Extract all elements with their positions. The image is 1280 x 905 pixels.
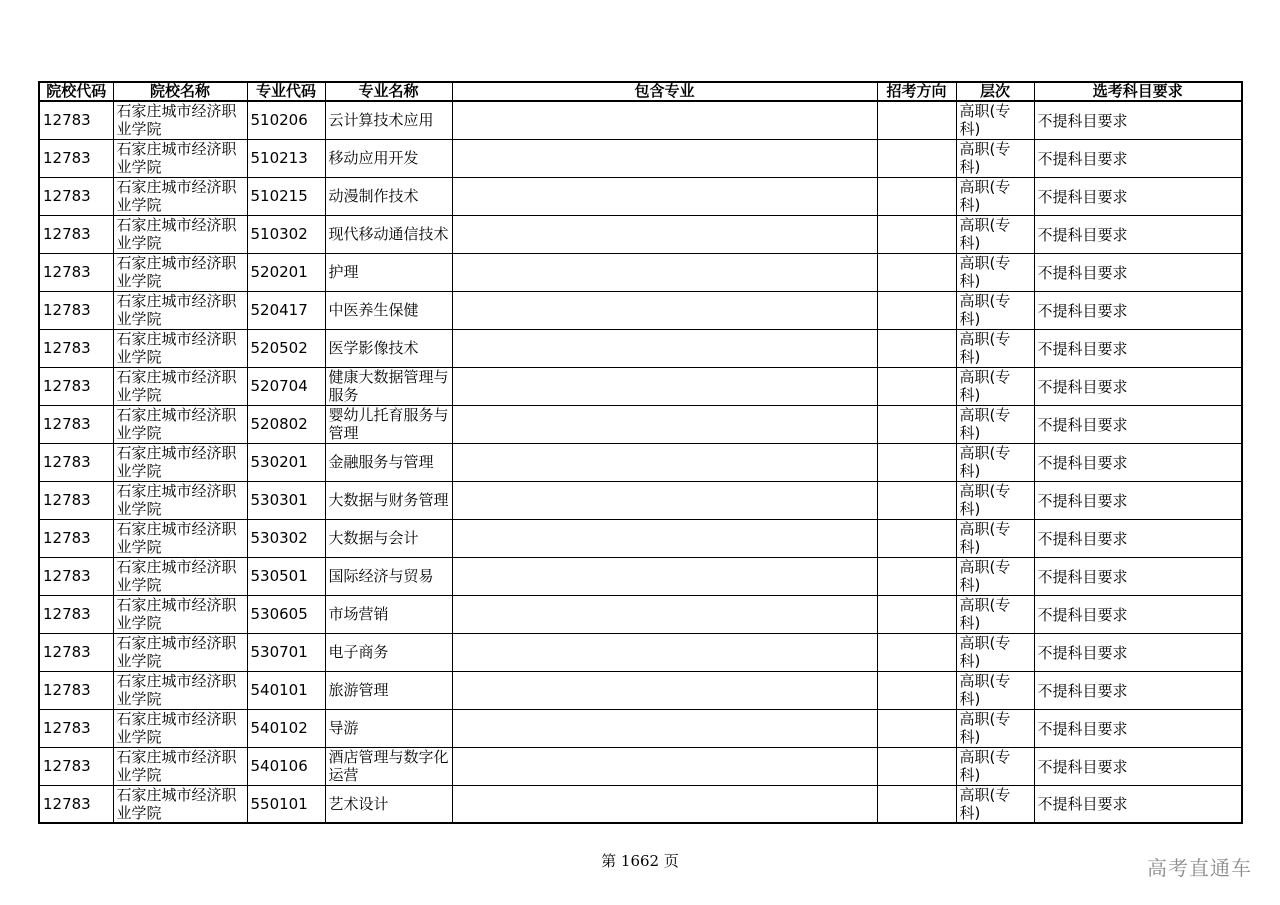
cell-school-name: 石家庄城市经济职业学院: [113, 253, 247, 291]
table-row: [39, 709, 1242, 747]
header-major-name: 专业名称: [325, 82, 452, 101]
cell-level: 高职(专科): [956, 709, 1034, 747]
cell-major-name: 市场营销: [325, 595, 452, 633]
cell-major-code: 530501: [247, 557, 325, 595]
cell-level: 高职(专科): [956, 329, 1034, 367]
cell-subject-requirement: 不提科目要求: [1034, 291, 1242, 329]
page-number: 第 1662 页: [601, 852, 679, 870]
cell-direction: [877, 557, 956, 595]
cell-major-name: 健康大数据管理与服务: [325, 367, 452, 405]
cell-major-name: 护理: [325, 253, 452, 291]
cell-included-majors: [452, 557, 877, 595]
cell-subject-requirement: 不提科目要求: [1034, 709, 1242, 747]
cell-school-name: 石家庄城市经济职业学院: [113, 785, 247, 823]
cell-direction: [877, 443, 956, 481]
cell-school-code: 12783: [39, 747, 113, 785]
cell-subject-requirement: 不提科目要求: [1034, 405, 1242, 443]
cell-school-name: 石家庄城市经济职业学院: [113, 177, 247, 215]
cell-level: 高职(专科): [956, 215, 1034, 253]
cell-major-code: 510215: [247, 177, 325, 215]
cell-included-majors: [452, 215, 877, 253]
cell-major-code: 530201: [247, 443, 325, 481]
cell-included-majors: [452, 101, 877, 139]
cell-major-name: 现代移动通信技术: [325, 215, 452, 253]
cell-major-code: 510302: [247, 215, 325, 253]
watermark-logo: 高考直通车: [1147, 856, 1252, 880]
cell-school-name: 石家庄城市经济职业学院: [113, 557, 247, 595]
cell-included-majors: [452, 785, 877, 823]
cell-major-name: 大数据与财务管理: [325, 481, 452, 519]
cell-school-name: 石家庄城市经济职业学院: [113, 101, 247, 139]
table-row: [39, 519, 1242, 557]
cell-school-code: 12783: [39, 367, 113, 405]
header-subject-requirement: 选考科目要求: [1034, 82, 1242, 101]
cell-school-name: 石家庄城市经济职业学院: [113, 291, 247, 329]
cell-school-code: 12783: [39, 557, 113, 595]
cell-major-name: 电子商务: [325, 633, 452, 671]
cell-school-code: 12783: [39, 671, 113, 709]
cell-major-code: 530301: [247, 481, 325, 519]
table-row: [39, 633, 1242, 671]
cell-major-name: 导游: [325, 709, 452, 747]
cell-direction: [877, 595, 956, 633]
cell-school-name: 石家庄城市经济职业学院: [113, 481, 247, 519]
table-row: [39, 367, 1242, 405]
cell-school-name: 石家庄城市经济职业学院: [113, 709, 247, 747]
cell-level: 高职(专科): [956, 291, 1034, 329]
cell-included-majors: [452, 291, 877, 329]
cell-included-majors: [452, 253, 877, 291]
cell-level: 高职(专科): [956, 253, 1034, 291]
cell-level: 高职(专科): [956, 557, 1034, 595]
cell-direction: [877, 177, 956, 215]
cell-school-name: 石家庄城市经济职业学院: [113, 139, 247, 177]
table-row: [39, 747, 1242, 785]
cell-school-code: 12783: [39, 481, 113, 519]
cell-level: 高职(专科): [956, 443, 1034, 481]
cell-school-name: 石家庄城市经济职业学院: [113, 519, 247, 557]
cell-school-code: 12783: [39, 785, 113, 823]
cell-school-name: 石家庄城市经济职业学院: [113, 595, 247, 633]
cell-school-name: 石家庄城市经济职业学院: [113, 671, 247, 709]
cell-included-majors: [452, 747, 877, 785]
cell-subject-requirement: 不提科目要求: [1034, 747, 1242, 785]
cell-subject-requirement: 不提科目要求: [1034, 671, 1242, 709]
header-major-code: 专业代码: [247, 82, 325, 101]
table-row: [39, 785, 1242, 823]
table-row: [39, 443, 1242, 481]
cell-school-code: 12783: [39, 253, 113, 291]
cell-subject-requirement: 不提科目要求: [1034, 595, 1242, 633]
cell-included-majors: [452, 633, 877, 671]
table-row: [39, 101, 1242, 139]
table-body: [39, 101, 1242, 823]
cell-major-code: 520502: [247, 329, 325, 367]
cell-included-majors: [452, 671, 877, 709]
table-row: [39, 215, 1242, 253]
cell-school-code: 12783: [39, 139, 113, 177]
cell-school-code: 12783: [39, 595, 113, 633]
cell-direction: [877, 253, 956, 291]
cell-major-code: 520802: [247, 405, 325, 443]
table-row: [39, 481, 1242, 519]
cell-direction: [877, 709, 956, 747]
cell-subject-requirement: 不提科目要求: [1034, 253, 1242, 291]
cell-level: 高职(专科): [956, 519, 1034, 557]
cell-included-majors: [452, 177, 877, 215]
cell-level: 高职(专科): [956, 671, 1034, 709]
cell-direction: [877, 101, 956, 139]
cell-level: 高职(专科): [956, 101, 1034, 139]
cell-school-code: 12783: [39, 709, 113, 747]
header-school-code: 院校代码: [39, 82, 113, 101]
admissions-table: [38, 81, 1243, 824]
cell-major-code: 530605: [247, 595, 325, 633]
cell-major-name: 中医养生保健: [325, 291, 452, 329]
cell-major-code: 540106: [247, 747, 325, 785]
cell-direction: [877, 481, 956, 519]
header-level: 层次: [956, 82, 1034, 101]
cell-subject-requirement: 不提科目要求: [1034, 557, 1242, 595]
cell-included-majors: [452, 519, 877, 557]
table-row: [39, 557, 1242, 595]
cell-school-name: 石家庄城市经济职业学院: [113, 443, 247, 481]
cell-major-code: 540102: [247, 709, 325, 747]
cell-level: 高职(专科): [956, 481, 1034, 519]
cell-included-majors: [452, 405, 877, 443]
cell-major-code: 520704: [247, 367, 325, 405]
cell-included-majors: [452, 709, 877, 747]
header-school-name: 院校名称: [113, 82, 247, 101]
cell-subject-requirement: 不提科目要求: [1034, 519, 1242, 557]
cell-subject-requirement: 不提科目要求: [1034, 633, 1242, 671]
cell-included-majors: [452, 329, 877, 367]
cell-major-code: 530302: [247, 519, 325, 557]
cell-major-code: 510213: [247, 139, 325, 177]
cell-direction: [877, 405, 956, 443]
cell-level: 高职(专科): [956, 405, 1034, 443]
table-row: [39, 139, 1242, 177]
cell-included-majors: [452, 595, 877, 633]
cell-subject-requirement: 不提科目要求: [1034, 443, 1242, 481]
cell-school-code: 12783: [39, 519, 113, 557]
cell-included-majors: [452, 367, 877, 405]
cell-school-code: 12783: [39, 177, 113, 215]
cell-major-name: 国际经济与贸易: [325, 557, 452, 595]
cell-subject-requirement: 不提科目要求: [1034, 215, 1242, 253]
cell-major-code: 520201: [247, 253, 325, 291]
cell-school-name: 石家庄城市经济职业学院: [113, 215, 247, 253]
cell-subject-requirement: 不提科目要求: [1034, 101, 1242, 139]
cell-school-name: 石家庄城市经济职业学院: [113, 367, 247, 405]
cell-level: 高职(专科): [956, 177, 1034, 215]
cell-included-majors: [452, 139, 877, 177]
cell-major-code: 540101: [247, 671, 325, 709]
cell-included-majors: [452, 443, 877, 481]
table-row: [39, 671, 1242, 709]
cell-subject-requirement: 不提科目要求: [1034, 329, 1242, 367]
cell-subject-requirement: 不提科目要求: [1034, 367, 1242, 405]
table-row: [39, 253, 1242, 291]
cell-subject-requirement: 不提科目要求: [1034, 139, 1242, 177]
cell-level: 高职(专科): [956, 785, 1034, 823]
cell-direction: [877, 215, 956, 253]
cell-school-code: 12783: [39, 215, 113, 253]
cell-school-code: 12783: [39, 329, 113, 367]
table-row: [39, 595, 1242, 633]
cell-major-name: 云计算技术应用: [325, 101, 452, 139]
cell-school-name: 石家庄城市经济职业学院: [113, 329, 247, 367]
cell-direction: [877, 291, 956, 329]
cell-major-name: 大数据与会计: [325, 519, 452, 557]
cell-school-code: 12783: [39, 291, 113, 329]
cell-school-name: 石家庄城市经济职业学院: [113, 633, 247, 671]
cell-subject-requirement: 不提科目要求: [1034, 481, 1242, 519]
cell-major-name: 旅游管理: [325, 671, 452, 709]
table-row: [39, 291, 1242, 329]
cell-direction: [877, 519, 956, 557]
table-header-row: [39, 82, 1242, 101]
cell-school-code: 12783: [39, 633, 113, 671]
header-included-majors: 包含专业: [452, 82, 877, 101]
table-row: [39, 405, 1242, 443]
cell-major-code: 520417: [247, 291, 325, 329]
table-row: [39, 329, 1242, 367]
cell-major-name: 医学影像技术: [325, 329, 452, 367]
cell-direction: [877, 785, 956, 823]
cell-direction: [877, 747, 956, 785]
cell-level: 高职(专科): [956, 367, 1034, 405]
cell-direction: [877, 139, 956, 177]
cell-subject-requirement: 不提科目要求: [1034, 177, 1242, 215]
cell-major-name: 移动应用开发: [325, 139, 452, 177]
cell-major-name: 艺术设计: [325, 785, 452, 823]
cell-level: 高职(专科): [956, 595, 1034, 633]
cell-school-name: 石家庄城市经济职业学院: [113, 405, 247, 443]
cell-subject-requirement: 不提科目要求: [1034, 785, 1242, 823]
cell-major-name: 金融服务与管理: [325, 443, 452, 481]
cell-major-code: 530701: [247, 633, 325, 671]
cell-major-name: 动漫制作技术: [325, 177, 452, 215]
cell-major-code: 510206: [247, 101, 325, 139]
cell-level: 高职(专科): [956, 139, 1034, 177]
cell-school-name: 石家庄城市经济职业学院: [113, 747, 247, 785]
cell-direction: [877, 329, 956, 367]
cell-school-code: 12783: [39, 405, 113, 443]
cell-major-name: 婴幼儿托育服务与管理: [325, 405, 452, 443]
cell-direction: [877, 633, 956, 671]
cell-direction: [877, 671, 956, 709]
cell-school-code: 12783: [39, 443, 113, 481]
cell-included-majors: [452, 481, 877, 519]
header-direction: 招考方向: [877, 82, 956, 101]
cell-direction: [877, 367, 956, 405]
cell-major-name: 酒店管理与数字化运营: [325, 747, 452, 785]
cell-school-code: 12783: [39, 101, 113, 139]
cell-major-code: 550101: [247, 785, 325, 823]
table-row: [39, 177, 1242, 215]
cell-level: 高职(专科): [956, 633, 1034, 671]
cell-level: 高职(专科): [956, 747, 1034, 785]
